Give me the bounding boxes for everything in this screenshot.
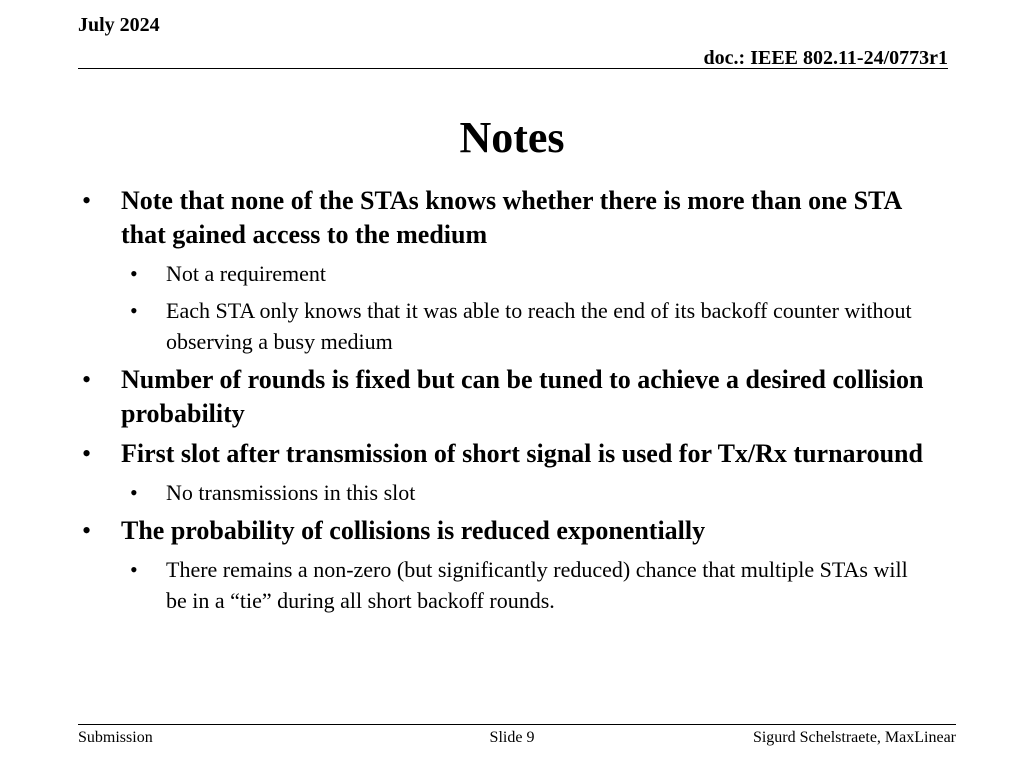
header-divider <box>78 68 948 69</box>
sub-bullet-icon: • <box>130 261 138 286</box>
bullet-icon: • <box>82 516 92 545</box>
bullet-icon: • <box>82 186 92 215</box>
bullet-text: Number of rounds is fixed but can be tuned to achieve a desired collision probability <box>121 365 924 428</box>
sub-bullet-icon: • <box>130 298 138 323</box>
sub-bullet-item <box>78 295 948 357</box>
footer-submission: Submission <box>78 729 153 746</box>
sub-bullet-text: There remains a non-zero (but significantly reduced) chance that multiple STAs will be in a “tie” during all short backoff rounds. <box>166 557 908 613</box>
sub-bullet-item <box>78 258 948 289</box>
bullet-icon: • <box>82 439 92 468</box>
header-doc-id: doc.: IEEE 802.11-24/0773r1 <box>703 47 948 69</box>
bullet-text: First slot after transmission of short signal is used for Tx/Rx turnaround <box>121 439 923 468</box>
sub-bullet-icon: • <box>130 557 138 582</box>
bullet-item <box>78 184 948 252</box>
slide-title: Notes <box>459 113 565 162</box>
bullet-item <box>78 363 948 431</box>
sub-bullet-text: Not a requirement <box>166 261 327 286</box>
header-date: July 2024 <box>78 14 160 36</box>
bullet-text: Note that none of the STAs knows whether there is more than one STA that gained access to the medium <box>121 186 901 249</box>
bullet-icon: • <box>82 365 92 394</box>
sub-bullet-text: No transmissions in this slot <box>166 480 416 505</box>
sub-bullet-icon: • <box>130 480 138 505</box>
bullet-list <box>78 184 948 622</box>
sub-bullet-item <box>78 477 948 508</box>
sub-bullet-text: Each STA only knows that it was able to reach the end of its backoff counter without observing a busy medium <box>166 298 912 354</box>
bullet-item <box>78 514 948 548</box>
bullet-item <box>78 437 948 471</box>
footer-slide-number: Slide 9 <box>489 729 535 746</box>
bullet-text: The probability of collisions is reduced exponentially <box>121 516 706 545</box>
footer-divider <box>78 724 956 725</box>
sub-bullet-item <box>78 554 948 616</box>
footer-author: Sigurd Schelstraete, MaxLinear <box>752 729 956 746</box>
